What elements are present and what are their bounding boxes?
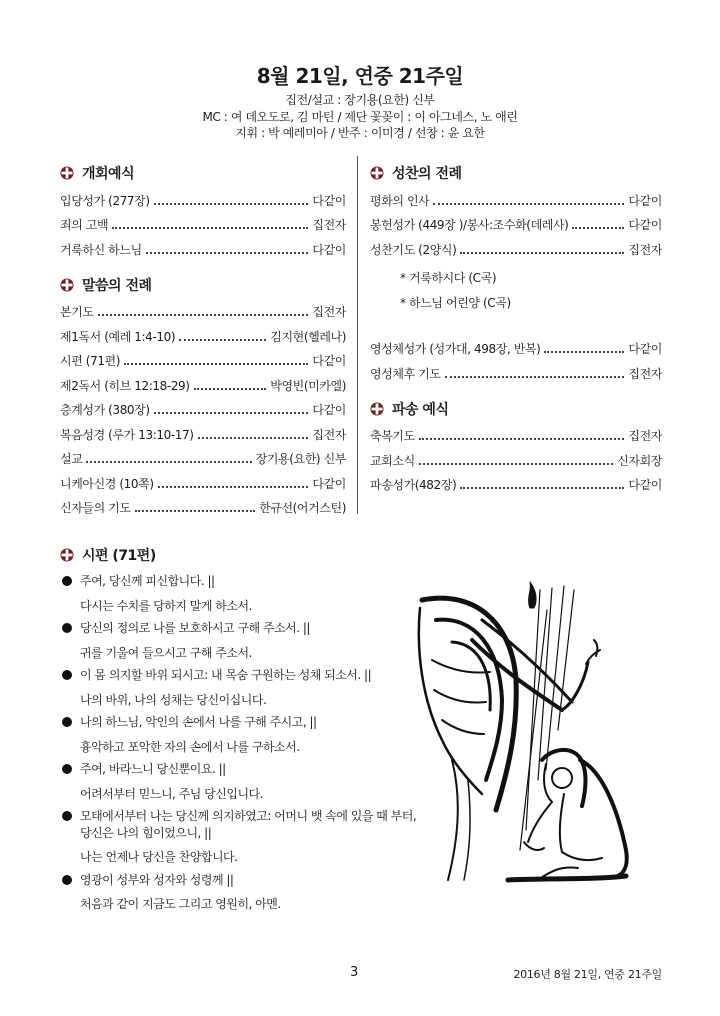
order-item [60, 233, 346, 258]
order-role: 김지현(헬레나) [270, 329, 346, 344]
verse-response: 흉악하고 포악한 자의 손에서 나를 구하소서. [80, 739, 300, 754]
cross-icon [370, 402, 384, 416]
order-label: 축복기도 [370, 429, 415, 443]
section-title: 성찬의 전례 [392, 166, 462, 182]
bullet-icon [62, 875, 72, 885]
cross-icon [60, 548, 74, 562]
order-item [60, 296, 346, 321]
psalm-section [60, 544, 420, 914]
order-label: 거룩하신 하느님 [60, 242, 142, 257]
footer-date: 2016년 8월 21일, 연중 21주일 [513, 968, 662, 981]
credit-line: 지휘 : 박 예레미아 / 반주 : 이미경 / 선창 : 윤 요한 [235, 126, 485, 140]
order-item [60, 418, 346, 443]
order-role: 박영빈(미카엘) [270, 378, 346, 393]
order-role: 다같이 [628, 218, 662, 232]
verse-text: 나의 하느님, 악인의 손에서 나를 구해 주시고, || [80, 715, 317, 729]
section-title: 시편 (71편) [82, 548, 156, 564]
psalm-verse [60, 867, 420, 914]
order-item [370, 357, 662, 382]
order-label: 영성체후 기도 [370, 366, 441, 381]
order-label: 설교 [60, 452, 83, 466]
verse-text: 주여, 당신께 피신합니다. || [80, 574, 215, 588]
order-item [60, 443, 346, 468]
psalm-verse [60, 615, 420, 662]
order-role: 다같이 [312, 242, 346, 257]
order-role: 다같이 [628, 478, 662, 492]
verse-text: 이 몸 의지할 바위 되시고: 내 목숨 구원하는 성채 되소서. || [80, 668, 372, 682]
section-heading-opening [60, 162, 346, 184]
order-role: 장기용(요한) 신부 [255, 452, 346, 466]
order-item [60, 209, 346, 234]
order-label: 본기도 [60, 305, 94, 319]
order-label: 제1독서 (예레 1:4-10) [60, 329, 176, 344]
section-title: 파송 예식 [392, 401, 449, 418]
psalm-verse [60, 803, 420, 867]
order-role: 다같이 [312, 193, 346, 208]
order-label: 교회소식 [370, 453, 415, 468]
order-label: 신자들의 기도 [60, 501, 131, 515]
bullet-icon [62, 670, 72, 680]
left-column [60, 162, 346, 516]
order-item [370, 233, 662, 258]
order-label: 죄의 고백 [60, 218, 109, 232]
order-role: 집전자 [312, 218, 346, 232]
order-item [370, 184, 662, 209]
cross-icon [60, 278, 74, 292]
order-item [60, 320, 346, 345]
sub-item: * 하느님 어린양 (C곡) [400, 295, 511, 310]
order-item [370, 444, 662, 469]
bullet-icon [62, 717, 72, 727]
sub-item: * 거룩하시다 (C곡) [400, 271, 497, 285]
bullet-icon [62, 764, 72, 774]
order-role: 집전자 [312, 427, 346, 442]
annunciation-illustration [412, 580, 662, 890]
page-title: 8월 21일, 연중 21주일 [256, 64, 464, 88]
order-label: 영성체성가 (성가대, 498장, 반복) [370, 342, 541, 356]
verse-text: 영광이 성부와 성자와 성령께 || [80, 872, 234, 887]
order-label: 제2독서 (히브 12:18-29) [60, 378, 190, 393]
section-heading-psalm [60, 544, 420, 566]
order-role: 신자회장 [617, 453, 662, 468]
cross-icon [60, 166, 74, 180]
verse-response: 귀를 기울여 들으시고 구해 주소서. [80, 645, 252, 660]
page-number: 3 [350, 965, 359, 980]
order-label: 니케아신경 (10쪽) [60, 476, 154, 491]
order-role: 집전자 [628, 429, 662, 443]
order-item [60, 394, 346, 419]
psalm-verse [60, 709, 420, 756]
credits [0, 92, 720, 142]
verse-text: 주여, 바라느니 당신뿐이요. || [80, 762, 226, 776]
section-title: 개회예식 [82, 166, 135, 182]
section-heading-word [60, 274, 346, 296]
order-role: 다같이 [628, 342, 662, 356]
order-label: 성찬기도 (2양식) [370, 242, 457, 257]
credit-line: 집전/설교 : 장기용(요한) 신부 [285, 93, 435, 107]
order-item [370, 209, 662, 234]
verse-response: 나의 바위, 나의 성채는 당신이십니다. [80, 692, 267, 707]
section-heading-eucharist [370, 162, 662, 184]
verse-text: 모태에서부터 나는 당신께 의지하였고: 어머니 뱃 속에 있을 때 부터, 당신은 나의 힘이었으니, || [80, 809, 417, 840]
order-item [60, 492, 346, 517]
order-role: 한규선(어거스틴) [259, 501, 346, 515]
order-role: 집전자 [628, 366, 662, 381]
order-label: 입당성가 (277장) [60, 193, 150, 208]
bullet-icon [62, 623, 72, 633]
order-label: 복음성경 (루가 13:10-17) [60, 427, 194, 442]
order-role: 집전자 [312, 305, 346, 319]
order-role: 집전자 [628, 242, 662, 257]
order-item [60, 345, 346, 370]
order-label: 평화의 인사 [370, 193, 430, 208]
column-divider [357, 156, 358, 514]
bullet-icon [62, 576, 72, 586]
order-item [60, 369, 346, 394]
verse-text: 당신의 정의로 나를 보호하시고 구해 주소서. || [80, 621, 310, 635]
order-item [60, 467, 346, 492]
order-label: 층계성가 (380장) [60, 403, 150, 417]
right-column [370, 162, 662, 493]
verse-response: 다시는 수치를 당하지 말게 하소서. [80, 598, 252, 613]
section-heading-dismissal [370, 398, 662, 420]
order-item [370, 469, 662, 494]
order-label: 시편 (71편) [60, 354, 121, 368]
verse-response: 처음과 같이 지금도 그리고 영원히, 아멘. [80, 897, 281, 911]
psalm-verse [60, 756, 420, 803]
order-role: 다같이 [312, 476, 346, 491]
cross-icon [370, 166, 384, 180]
psalm-verse [60, 568, 420, 615]
bullet-icon [62, 811, 72, 821]
order-label: 파송성가(482장) [370, 478, 457, 492]
verse-response: 어려서부터 믿느니, 주님 당신입니다. [80, 786, 263, 801]
order-role: 다같이 [628, 193, 662, 208]
order-item [60, 184, 346, 209]
section-title: 말씀의 전례 [82, 277, 152, 294]
credit-line: MC : 여 데오도로, 김 마틴 / 제단 꽃꽂이 : 이 아그네스, 노 애린 [202, 109, 518, 124]
order-item [370, 333, 662, 358]
verse-response: 나는 언제나 당신을 찬양합니다. [80, 850, 238, 864]
order-label: 봉헌성가 (449장 )/봉사:조수화(데레사) [370, 218, 569, 232]
psalm-verse [60, 662, 420, 709]
order-role: 다같이 [312, 403, 346, 417]
order-item [370, 420, 662, 445]
order-role: 다같이 [312, 354, 346, 368]
